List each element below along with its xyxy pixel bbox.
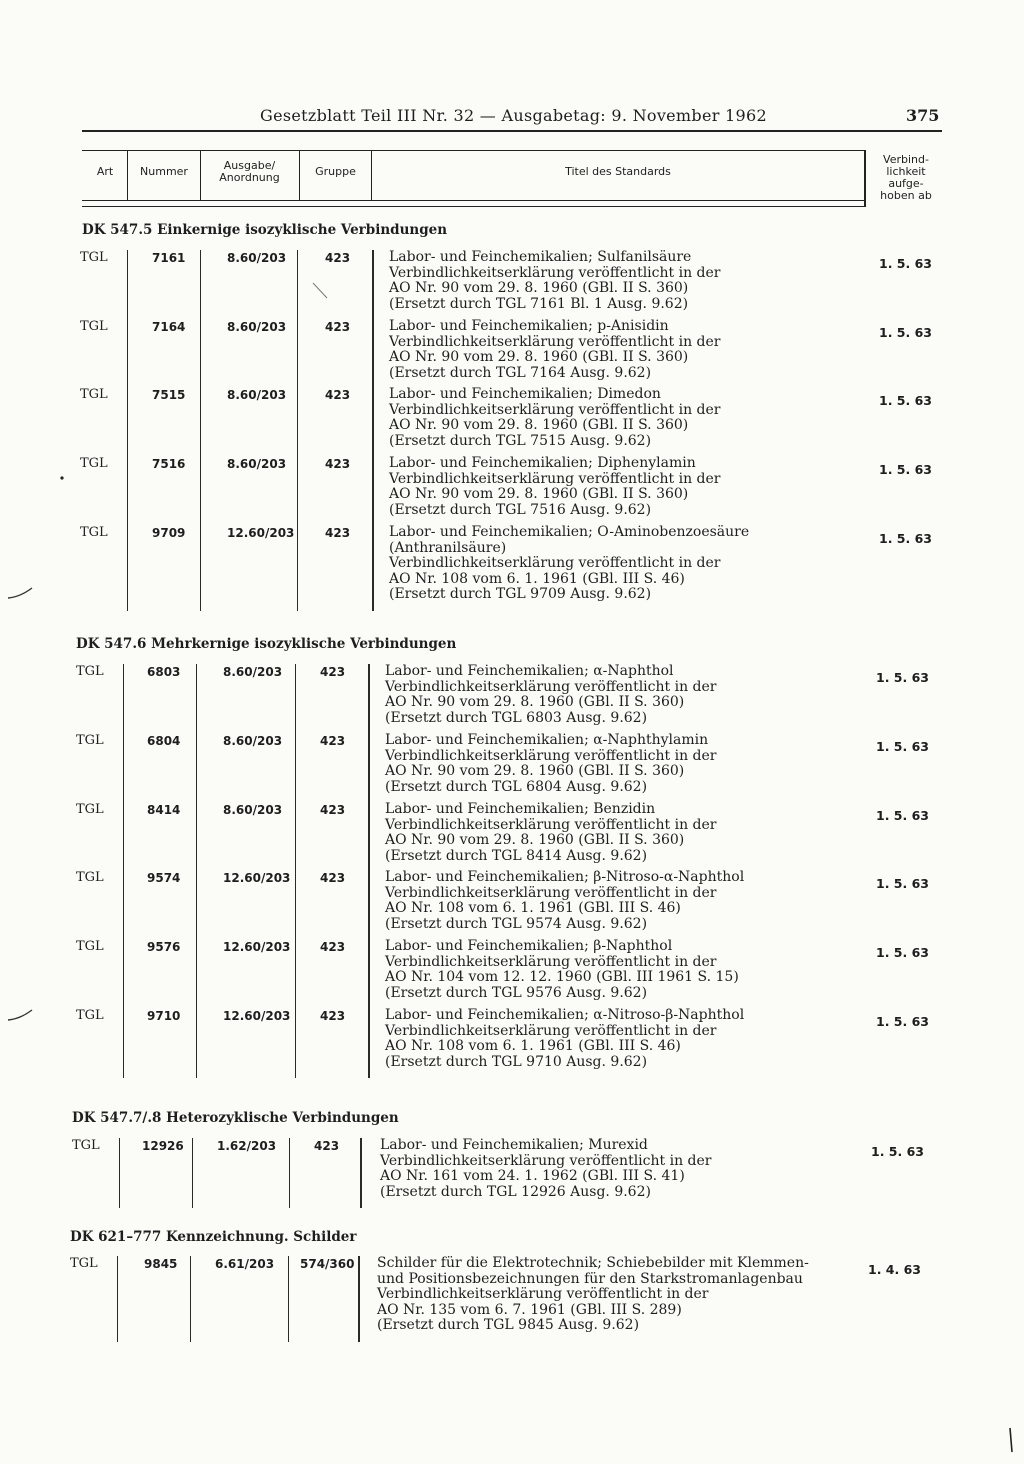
- title-line: Labor- und Feinchemikalien; O-Aminobenzoesäure: [389, 524, 750, 540]
- title-line: Verbindlichkeitserklärung veröffentlicht in der: [389, 264, 721, 281]
- header-rule: [82, 130, 942, 132]
- title-cell: [385, 802, 716, 864]
- nummer-cell: 12926: [142, 1139, 184, 1153]
- title-line: AO Nr. 161 vom 24. 1. 1962 (GBl. III S. 41): [380, 1168, 685, 1184]
- title-line: (Ersetzt durch TGL 7516 Ausg. 9.62): [389, 501, 652, 518]
- section-heading: DK 547.5 Einkernige isozyklische Verbindungen: [82, 222, 448, 238]
- art-cell: TGL: [76, 939, 104, 954]
- nummer-cell: 9710: [147, 1009, 181, 1023]
- title-cell: [389, 319, 720, 381]
- nummer-cell: 7161: [152, 251, 186, 265]
- column-divider: [196, 664, 197, 1078]
- column-divider: [289, 1138, 290, 1208]
- column-divider: [295, 664, 296, 1078]
- title-line: und Positionsbezeichnungen für den Starkstromanlagenbau: [377, 1270, 803, 1287]
- verbindlichkeit-date: 1. 5. 63: [879, 325, 932, 340]
- nummer-cell: 7164: [152, 320, 186, 334]
- col-nummer: Nummer: [140, 165, 188, 178]
- section-heading: DK 547.6 Mehrkernige isozyklische Verbindungen: [76, 636, 457, 652]
- col-ausgabe: Ausgabe/ Anordnung: [219, 159, 280, 184]
- title-line: Verbindlichkeitserklärung veröffentlicht in der: [385, 678, 717, 695]
- title-cell: [389, 456, 720, 518]
- nummer-cell: 9709: [152, 526, 186, 540]
- gruppe-cell: 423: [320, 1009, 346, 1023]
- column-divider: [297, 250, 298, 611]
- title-line: Labor- und Feinchemikalien; α-Naphthol: [385, 663, 674, 679]
- gruppe-cell: 423: [325, 251, 351, 265]
- title-line: Labor- und Feinchemikalien; Benzidin: [385, 801, 656, 817]
- column-divider: [119, 1138, 120, 1208]
- verbindlichkeit-date: 1. 5. 63: [876, 876, 929, 891]
- gruppe-cell: 423: [314, 1139, 340, 1153]
- title-line: Labor- und Feinchemikalien; Sulfanilsäure: [389, 249, 692, 265]
- art-cell: TGL: [80, 250, 108, 265]
- verbindlichkeit-date: 1. 5. 63: [876, 808, 929, 823]
- column-divider: [368, 664, 370, 1078]
- column-divider: [200, 250, 201, 611]
- title-line: AO Nr. 90 vom 29. 8. 1960 (GBl. II S. 360): [389, 486, 689, 502]
- nummer-cell: 6803: [147, 665, 181, 679]
- title-line: Schilder für die Elektrotechnik; Schiebebilder mit Klemmen-: [377, 1255, 809, 1271]
- ausgabe-cell: 12.60/203: [223, 871, 291, 885]
- column-divider: [288, 1256, 289, 1342]
- gruppe-cell: 423: [320, 803, 346, 817]
- title-line: Labor- und Feinchemikalien; p-Anisidin: [389, 318, 669, 334]
- title-cell: [385, 870, 744, 932]
- ausgabe-cell: 8.60/203: [227, 320, 287, 334]
- art-cell: TGL: [80, 525, 108, 540]
- title-line: AO Nr. 108 vom 6. 1. 1961 (GBl. III S. 46): [385, 1038, 681, 1054]
- nummer-cell: 9574: [147, 871, 181, 885]
- title-cell: [389, 387, 720, 449]
- title-line: AO Nr. 90 vom 29. 8. 1960 (GBl. II S. 360): [389, 280, 689, 296]
- ausgabe-cell: 8.60/203: [227, 251, 287, 265]
- title-line: Labor- und Feinchemikalien; Diphenylamin: [389, 455, 696, 471]
- title-line: Verbindlichkeitserklärung veröffentlicht in der: [385, 884, 717, 901]
- ausgabe-cell: 12.60/203: [227, 526, 295, 540]
- section-heading: DK 621–777 Kennzeichnung. Schilder: [70, 1229, 357, 1245]
- verbindlichkeit-date: 1. 5. 63: [876, 670, 929, 685]
- nummer-cell: 7516: [152, 457, 186, 471]
- title-line: Labor- und Feinchemikalien; Dimedon: [389, 386, 661, 402]
- gruppe-cell: 423: [320, 871, 346, 885]
- title-line: (Anthranilsäure): [389, 539, 507, 556]
- title-cell: [389, 525, 749, 603]
- ausgabe-cell: 8.60/203: [223, 734, 283, 748]
- title-line: AO Nr. 90 vom 29. 8. 1960 (GBl. II S. 360): [385, 763, 685, 779]
- nummer-cell: 9576: [147, 940, 181, 954]
- title-line: Labor- und Feinchemikalien; α-Nitroso-β-Naphthol: [385, 1007, 745, 1023]
- verbindlichkeit-date: 1. 4. 63: [868, 1262, 921, 1277]
- col-titel: Titel des Standards: [565, 165, 671, 178]
- gruppe-cell: 574/360: [300, 1257, 355, 1271]
- ausgabe-cell: 8.60/203: [227, 388, 287, 402]
- title-line: Labor- und Feinchemikalien; β-Nitroso-α-Naphthol: [385, 869, 745, 885]
- page-number: 375: [906, 106, 940, 125]
- title-cell: [385, 939, 739, 1001]
- column-divider: [127, 250, 128, 611]
- title-cell: [377, 1256, 809, 1334]
- art-cell: TGL: [80, 319, 108, 334]
- gruppe-cell: 423: [320, 734, 346, 748]
- title-line: AO Nr. 104 vom 12. 12. 1960 (GBl. III 1961 S. 15): [385, 969, 739, 985]
- ausgabe-cell: 8.60/203: [227, 457, 287, 471]
- section-heading: DK 547.7/.8 Heterozyklische Verbindungen: [72, 1110, 399, 1126]
- title-line: AO Nr. 135 vom 6. 7. 1961 (GBl. III S. 289): [377, 1301, 682, 1318]
- art-cell: TGL: [76, 664, 104, 679]
- title-line: (Ersetzt durch TGL 9710 Ausg. 9.62): [385, 1053, 648, 1070]
- title-line: (Ersetzt durch TGL 9845 Ausg. 9.62): [377, 1317, 640, 1333]
- title-line: (Ersetzt durch TGL 9576 Ausg. 9.62): [385, 984, 648, 1001]
- title-line: (Ersetzt durch TGL 7161 Bl. 1 Ausg. 9.62): [389, 295, 689, 312]
- title-line: AO Nr. 90 vom 29. 8. 1960 (GBl. II S. 360): [385, 832, 685, 848]
- gruppe-cell: 423: [320, 665, 346, 679]
- art-cell: TGL: [76, 870, 104, 885]
- col-gruppe: Gruppe: [315, 165, 356, 178]
- verbindlichkeit-date: 1. 5. 63: [876, 945, 929, 960]
- ausgabe-cell: 1.62/203: [217, 1139, 277, 1153]
- title-line: AO Nr. 90 vom 29. 8. 1960 (GBl. II S. 360): [389, 349, 689, 365]
- title-cell: [385, 1008, 744, 1070]
- nummer-cell: 7515: [152, 388, 186, 402]
- title-line: Labor- und Feinchemikalien; β-Naphthol: [385, 938, 673, 954]
- title-cell: [389, 250, 720, 312]
- title-line: Verbindlichkeitserklärung veröffentlicht in der: [377, 1286, 709, 1302]
- column-divider: [372, 250, 374, 611]
- gruppe-cell: 423: [325, 388, 351, 402]
- art-cell: TGL: [80, 456, 108, 471]
- column-divider: [192, 1138, 193, 1208]
- title-line: (Ersetzt durch TGL 6804 Ausg. 9.62): [385, 778, 648, 795]
- nummer-cell: 9845: [144, 1257, 178, 1271]
- title-line: Verbindlichkeitserklärung veröffentlicht in der: [385, 1022, 717, 1039]
- nummer-cell: 6804: [147, 734, 181, 748]
- verbindlichkeit-date: 1. 5. 63: [876, 739, 929, 754]
- column-divider: [123, 664, 124, 1078]
- ausgabe-cell: 12.60/203: [223, 940, 291, 954]
- title-line: Labor- und Feinchemikalien; α-Naphthylamin: [385, 732, 709, 748]
- ausgabe-cell: 8.60/203: [223, 803, 283, 817]
- title-line: Verbindlichkeitserklärung veröffentlicht in der: [385, 747, 717, 764]
- art-cell: TGL: [70, 1256, 98, 1271]
- gruppe-cell: 423: [320, 940, 346, 954]
- title-line: (Ersetzt durch TGL 7515 Ausg. 9.62): [389, 432, 652, 449]
- verbindlichkeit-date: 1. 5. 63: [879, 393, 932, 408]
- title-line: Verbindlichkeitserklärung veröffentlicht in der: [389, 555, 721, 571]
- title-line: Verbindlichkeitserklärung veröffentlicht in der: [385, 816, 717, 833]
- title-line: Verbindlichkeitserklärung veröffentlicht in der: [385, 953, 717, 970]
- title-line: (Ersetzt durch TGL 12926 Ausg. 9.62): [380, 1183, 651, 1200]
- verbindlichkeit-date: 1. 5. 63: [879, 462, 932, 477]
- art-cell: TGL: [76, 733, 104, 748]
- title-line: (Ersetzt durch TGL 6803 Ausg. 9.62): [385, 709, 648, 726]
- title-cell: [385, 733, 716, 795]
- title-line: (Ersetzt durch TGL 7164 Ausg. 9.62): [389, 364, 652, 381]
- title-line: AO Nr. 90 vom 29. 8. 1960 (GBl. II S. 360): [389, 417, 689, 433]
- art-cell: TGL: [76, 802, 104, 817]
- verbindlichkeit-date: 1. 5. 63: [879, 531, 932, 546]
- nummer-cell: 8414: [147, 803, 181, 817]
- title-line: AO Nr. 108 vom 6. 1. 1961 (GBl. III S. 46): [385, 900, 681, 916]
- verbindlichkeit-date: 1. 5. 63: [879, 256, 932, 271]
- title-line: AO Nr. 108 vom 6. 1. 1961 (GBl. III S. 46): [389, 570, 685, 587]
- title-line: (Ersetzt durch TGL 9709 Ausg. 9.62): [389, 586, 652, 602]
- gruppe-cell: 423: [325, 526, 351, 540]
- art-cell: TGL: [72, 1138, 100, 1153]
- running-header: Gesetzblatt Teil III Nr. 32 — Ausgabetag: 9. November 1962: [260, 106, 767, 125]
- art-cell: TGL: [76, 1008, 104, 1023]
- gruppe-cell: 423: [325, 320, 351, 334]
- title-line: Verbindlichkeitserklärung veröffentlicht in der: [389, 333, 721, 350]
- title-cell: [385, 664, 716, 726]
- title-line: Verbindlichkeitserklärung veröffentlicht in der: [380, 1152, 712, 1169]
- verbindlichkeit-date: 1. 5. 63: [871, 1144, 924, 1159]
- title-line: (Ersetzt durch TGL 8414 Ausg. 9.62): [385, 847, 648, 864]
- verbindlichkeit-date: 1. 5. 63: [876, 1014, 929, 1029]
- column-divider: [190, 1256, 191, 1342]
- column-divider: [360, 1138, 362, 1208]
- title-line: Verbindlichkeitserklärung veröffentlicht in der: [389, 401, 721, 418]
- title-cell: [380, 1138, 711, 1200]
- gruppe-cell: 423: [325, 457, 351, 471]
- ausgabe-cell: 6.61/203: [215, 1257, 275, 1271]
- art-cell: TGL: [80, 387, 108, 402]
- col-verbindlichkeit: Verbind- lichkeit aufge- hoben ab: [880, 153, 932, 202]
- ausgabe-cell: 8.60/203: [223, 665, 283, 679]
- title-line: Verbindlichkeitserklärung veröffentlicht in der: [389, 470, 721, 487]
- ausgabe-cell: 12.60/203: [223, 1009, 291, 1023]
- title-line: (Ersetzt durch TGL 9574 Ausg. 9.62): [385, 915, 648, 932]
- title-line: AO Nr. 90 vom 29. 8. 1960 (GBl. II S. 360): [385, 694, 685, 710]
- title-line: Labor- und Feinchemikalien; Murexid: [380, 1137, 648, 1153]
- col-art: Art: [96, 165, 114, 178]
- column-divider: [117, 1256, 118, 1342]
- column-divider: [358, 1256, 360, 1342]
